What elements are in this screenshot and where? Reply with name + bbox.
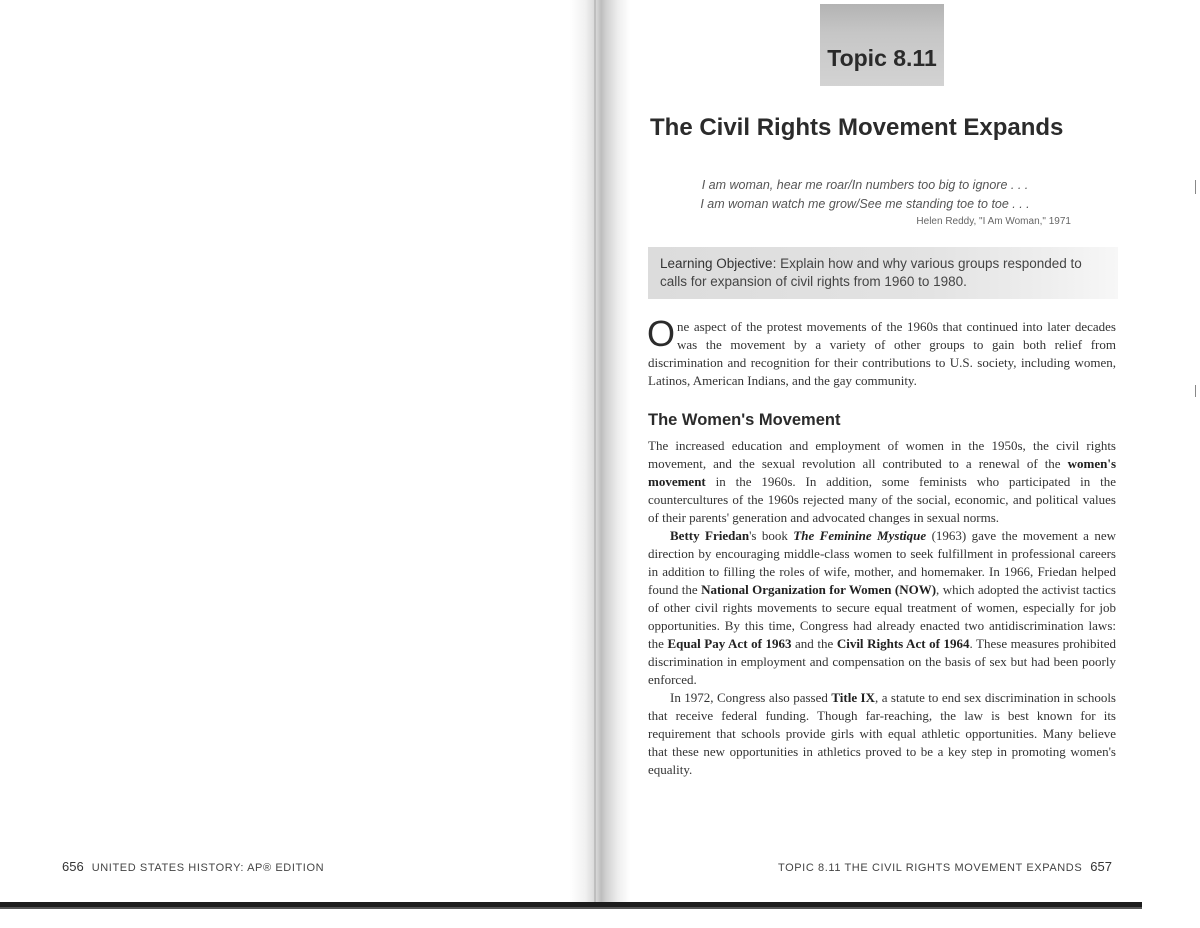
learning-objective-text: Explain how and why various groups responded to calls for expansion of civil rights from 1960 to 1980. (660, 256, 1082, 289)
page-edge-mark (1195, 180, 1196, 194)
topic-banner (820, 4, 944, 86)
page-edge-mark (1195, 385, 1196, 397)
text-run: In 1972, Congress also passed (670, 690, 828, 705)
gutter-shadow-line (594, 0, 596, 905)
drop-cap: O (647, 313, 676, 354)
page-title: The Civil Rights Movement Expands (650, 114, 1064, 141)
intro-paragraph (647, 313, 1116, 390)
key-term: Betty Friedan (670, 528, 750, 543)
book-gutter (570, 0, 630, 905)
key-term: Civil Rights Act of 1964 (836, 636, 970, 651)
epigraph (660, 176, 1070, 214)
text-run: 's book (749, 528, 788, 543)
right-page-footer (778, 859, 1112, 874)
text-run: (1963) gave the movement a new direction by encouraging middle-class women to seek fulfillment in professional careers in addition to filling the roles of wife, mother, and homemaker. In 1966, Friedan helped found the (648, 528, 1117, 597)
key-term-book-title: The Feminine Mystique (793, 528, 927, 543)
right-running-head: TOPIC 8.11 THE CIVIL RIGHTS MOVEMENT EXPANDS (777, 862, 1083, 874)
learning-objective-box (648, 247, 1118, 299)
key-term: National Organization for Women (NOW) (701, 582, 937, 597)
key-term: Title IX (831, 690, 875, 705)
intro-text: ne aspect of the protest movements of the 1960s that continued into later decades was the movement by a variety of other groups to gain both relief from discrimination and recognition for their contributions to U.S. society, including women, Latinos, American Indians, and the gay community. (648, 319, 1116, 388)
key-term: women's movement (648, 456, 1117, 489)
text-run: , which adopted the activist tactics of other civil rights movements to secure equal treatment of women, especially for job opportunities. By this time, Congress had already enacted two antidiscrimination laws: the (648, 582, 1116, 651)
scan-bottom-edge (0, 907, 1142, 909)
paragraph (648, 437, 1116, 527)
text-run: in the 1960s. In addition, some feminists who participated in the countercultures of the 1960s rejected many of the social, economic, and political values of their parents' generation and advocated changes in sexual norms. (648, 474, 1116, 525)
right-page-number: 657 (1090, 859, 1112, 874)
left-page-footer (62, 859, 324, 874)
paragraph (648, 527, 1116, 689)
epigraph-line: I am woman watch me grow/See me standing toe to toe . . . (700, 197, 1030, 211)
epigraph-attribution: Helen Reddy, "I Am Woman," 1971 (916, 216, 1071, 227)
learning-objective-label: Learning Objective: (660, 256, 777, 271)
body-text (648, 437, 1116, 779)
key-term: Equal Pay Act of 1963 (667, 636, 792, 651)
text-run: and the (795, 636, 834, 651)
text-run: The increased education and employment of women in the 1950s, the civil rights movement, and the sexual revolution all contributed to a renewal of the (648, 438, 1116, 471)
text-run: . These measures prohibited discrimination in employment and compensation on the basis of sex but had been poorly enforced. (648, 636, 1117, 687)
left-running-head: UNITED STATES HISTORY: AP® EDITION (91, 862, 325, 874)
text-run: , a statute to end sex discrimination in schools that receive federal funding. Though far-reaching, the law is best known for its requirement that schools provide girls with equal athletic opportunities. Many believe that these new opportunities in athletics proved to be a key step in promoting women's equality. (648, 690, 1116, 777)
learning-objective (660, 255, 1110, 291)
epigraph-line: I am woman, hear me roar/In numbers too big to ignore . . . (701, 178, 1029, 192)
paragraph (648, 689, 1116, 779)
topic-label: Topic 8.11 (827, 45, 937, 71)
section-heading: The Women's Movement (648, 411, 841, 429)
left-page-number: 656 (62, 859, 84, 874)
